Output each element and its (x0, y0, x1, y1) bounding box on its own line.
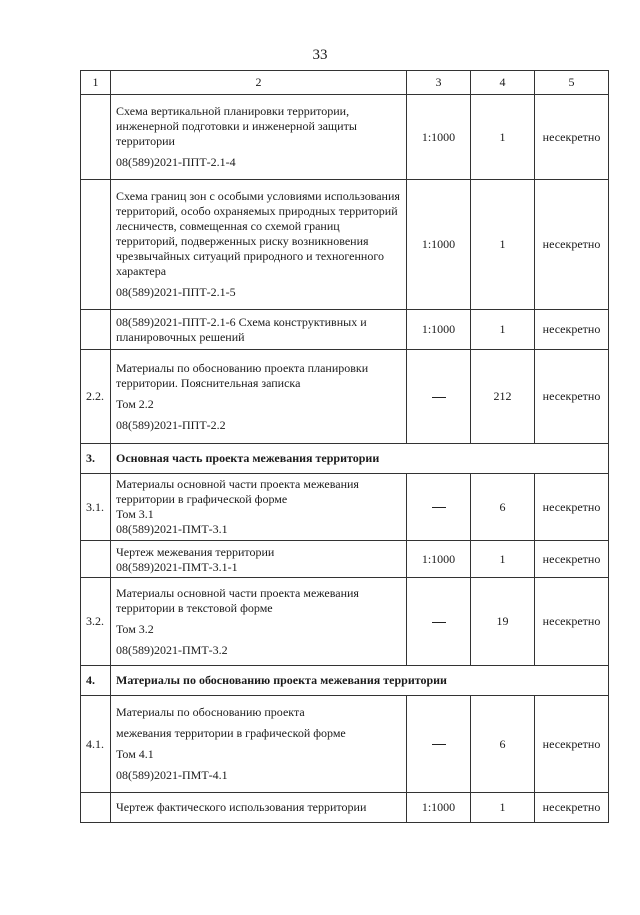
row-number: 3.1. (81, 474, 111, 541)
row-scale (407, 696, 471, 793)
description-line: межевания территории в графической форме (116, 726, 346, 740)
dash-mark (432, 744, 446, 745)
section-number: 4. (81, 666, 111, 696)
document-code: 08(589)2021-ППТ-2.1-5 (116, 285, 236, 299)
table-row (81, 541, 609, 578)
description-line: Материалы по обоснованию проекта планировки территории. Пояснительная записка (116, 360, 369, 390)
row-description (111, 578, 407, 666)
row-status: несекретно (535, 793, 609, 823)
row-scale (407, 350, 471, 444)
dash-mark (432, 622, 446, 623)
row-count: 1 (471, 180, 535, 310)
description-line: 08(589)2021-ППТ-2.1-6 Схема конструктивных и планировочных решений (116, 314, 367, 344)
row-scale (407, 578, 471, 666)
row-number (81, 180, 111, 310)
document-code: 08(589)2021-ПМТ-3.1-1 (116, 560, 238, 574)
row-scale: 1:1000 (407, 793, 471, 823)
dash-mark (432, 397, 446, 398)
volume-label: Том 2.2 (116, 396, 154, 411)
row-number (81, 95, 111, 180)
row-description (111, 793, 407, 823)
table-row (81, 474, 609, 541)
row-count: 1 (471, 95, 535, 180)
document-code: 08(589)2021-ППТ-2.1-4 (116, 155, 236, 169)
table-row (81, 793, 609, 823)
row-scale (407, 474, 471, 541)
table-row (81, 350, 609, 444)
row-count: 1 (471, 541, 535, 578)
row-status: несекретно (535, 696, 609, 793)
page-number: 33 (312, 47, 328, 63)
table-row (81, 95, 609, 180)
row-status: несекретно (535, 310, 609, 350)
description-line: Материалы по обоснованию проекта (116, 705, 305, 719)
row-description (111, 541, 407, 578)
table-header-row (81, 71, 609, 95)
table-row (81, 310, 609, 350)
row-description (111, 696, 407, 793)
description-line: Чертеж фактического использования территории (116, 800, 367, 814)
dash-mark (432, 507, 446, 508)
row-status: несекретно (535, 180, 609, 310)
documents-table (80, 70, 609, 823)
section-title: Основная часть проекта межевания территории (111, 444, 609, 474)
table-row (81, 696, 609, 793)
description-line: Материалы основной части проекта межевания территории в графической форме (116, 477, 359, 506)
row-count: 6 (471, 696, 535, 793)
description-line: Материалы основной части проекта межевания территории в текстовой форме (116, 585, 359, 615)
document-code: 08(589)2021-ПМТ-3.1 (116, 522, 228, 536)
row-scale: 1:1000 (407, 541, 471, 578)
row-count: 1 (471, 793, 535, 823)
volume-label: Том 3.2 (116, 621, 154, 636)
document-code: 08(589)2021-ППТ-2.2 (116, 417, 226, 432)
row-number (81, 793, 111, 823)
row-count: 212 (471, 350, 535, 444)
document-code: 08(589)2021-ПМТ-3.2 (116, 642, 228, 657)
header-cell: 1 (81, 71, 111, 95)
row-description (111, 310, 407, 350)
description-line: Схема вертикальной планировки территории, инженерной подготовки и инженерной защиты территории (116, 104, 357, 148)
section-title: Материалы по обоснованию проекта межевания территории (111, 666, 609, 696)
header-cell: 2 (111, 71, 407, 95)
row-number (81, 310, 111, 350)
description-line: Схема границ зон с особыми условиями использования территорий, особо охраняемых природных территорий лесничеств, совмещенная со схемой границ территорий, подверженных риску возникновения чрезвычайных ситуаций природного и техногенного характера (116, 189, 400, 278)
row-status: несекретно (535, 541, 609, 578)
row-status: несекретно (535, 578, 609, 666)
row-status: несекретно (535, 474, 609, 541)
row-status: несекретно (535, 95, 609, 180)
description-line: Чертеж межевания территории (116, 545, 275, 559)
volume-label: Том 3.1 (116, 507, 154, 521)
row-description (111, 95, 407, 180)
row-count: 19 (471, 578, 535, 666)
row-count: 6 (471, 474, 535, 541)
row-description (111, 350, 407, 444)
document-code: 08(589)2021-ПМТ-4.1 (116, 768, 228, 782)
row-description (111, 180, 407, 310)
row-count: 1 (471, 310, 535, 350)
header-cell: 5 (535, 71, 609, 95)
row-scale: 1:1000 (407, 95, 471, 180)
row-number (81, 541, 111, 578)
section-row (81, 444, 609, 474)
table-row (81, 578, 609, 666)
row-scale: 1:1000 (407, 310, 471, 350)
header-cell: 3 (407, 71, 471, 95)
header-cell: 4 (471, 71, 535, 95)
table-row (81, 180, 609, 310)
volume-label: Том 4.1 (116, 747, 154, 761)
row-status: несекретно (535, 350, 609, 444)
section-number: 3. (81, 444, 111, 474)
row-number: 3.2. (81, 578, 111, 666)
row-scale: 1:1000 (407, 180, 471, 310)
row-description (111, 474, 407, 541)
row-number: 4.1. (81, 696, 111, 793)
row-number: 2.2. (81, 350, 111, 444)
section-row (81, 666, 609, 696)
